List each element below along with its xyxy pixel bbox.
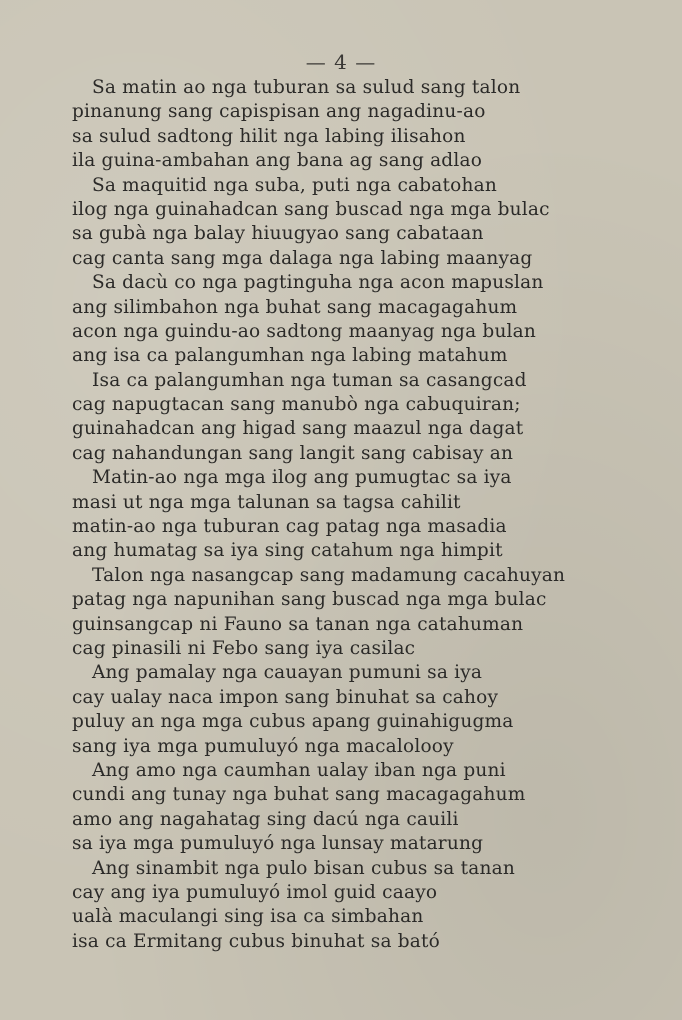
verse-line: isa ca Ermitang cubus binuhat sa bató (72, 930, 441, 952)
verse-line: puluy an nga mga cubus apang guinahigugma (72, 711, 514, 733)
verse-line: cay ang iya pumuluyó imol guid caayo (72, 881, 438, 903)
stanza (72, 564, 632, 662)
verse-line: cundi ang tunay nga buhat sang macagagahum (72, 784, 526, 806)
verse-line: amo ang nagahatag sing dacú nga cauili (72, 808, 459, 830)
verse-line: ang silimbahon nga buhat sang macagagahum (72, 296, 518, 318)
stanza (72, 76, 632, 174)
verse-line: guinahadcan ang higad sang maazul nga dagat (72, 418, 524, 440)
verse-line: ualà maculangi sing isa ca simbahan (72, 906, 424, 928)
stanza (72, 857, 632, 955)
verse-line: Sa dacù co nga pagtinguha nga acon mapuslan (92, 272, 544, 294)
verse-line: ang isa ca palangumhan nga labing matahum (72, 345, 508, 367)
verse-line: Ang pamalay nga cauayan pumuni sa iya (92, 662, 483, 684)
verse-line: cag canta sang mga dalaga nga labing maanyag (72, 247, 533, 269)
stanza (72, 271, 632, 369)
stanza (72, 174, 632, 272)
verse-line: pinanung sang capispisan ang nagadinu-ao (72, 101, 486, 123)
verse-line: sa iya mga pumuluyó nga lunsay matarung (72, 833, 484, 855)
stanza (72, 759, 632, 857)
verse-line: sa gubà nga balay hiuugyao sang cabataan (72, 223, 484, 245)
verse-line: cag nahandungan sang langit sang cabisay an (72, 442, 514, 464)
verse-line: ang humatag sa iya sing catahum nga himpit (72, 540, 503, 562)
verse-line: Talon nga nasangcap sang madamung cacahuyan (92, 564, 566, 586)
verse-line: cag napugtacan sang manubò nga cabuquiran; (72, 394, 521, 416)
stanza (72, 661, 632, 759)
verse-line: Matin-ao nga mga ilog ang pumugtac sa iya (92, 467, 512, 489)
verse-line: cay ualay naca impon sang binuhat sa cahoy (72, 686, 499, 708)
verse-line: Sa matin ao nga tuburan sa sulud sang talon (92, 77, 521, 98)
verse-line: patag nga napunihan sang buscad nga mga bulac (72, 589, 547, 611)
verse-line: Isa ca palangumhan nga tuman sa casangcad (92, 369, 527, 391)
verse-line: Sa maquitid nga suba, puti nga cabatohan (92, 174, 497, 196)
verse-line: ila guina-ambahan ang bana ag sang adlao (72, 150, 483, 172)
stanza (72, 466, 632, 564)
poem-body (72, 76, 632, 954)
verse-line: ilog nga guinahadcan sang buscad nga mga bulac (72, 198, 550, 220)
verse-line: matin-ao nga tuburan cag patag nga masadia (72, 516, 507, 538)
verse-line: acon nga guindu-ao sadtong maanyag nga bulan (72, 320, 537, 342)
verse-line: masi ut nga mga talunan sa tagsa cahilit (72, 491, 461, 513)
verse-line: sang iya mga pumuluyó nga macalolooy (72, 735, 454, 757)
verse-line: guinsangcap ni Fauno sa tanan nga catahuman (72, 613, 524, 635)
verse-line: Ang sinambit nga pulo bisan cubus sa tanan (92, 857, 515, 879)
verse-line: Ang amo nga caumhan ualay iban nga puni (92, 759, 506, 781)
stanza (72, 369, 632, 467)
verse-line: cag pinasili ni Febo sang iya casilac (72, 637, 416, 659)
verse-line: sa sulud sadtong hilit nga labing ilisahon (72, 125, 466, 147)
page-number: — 4 — (305, 50, 377, 74)
